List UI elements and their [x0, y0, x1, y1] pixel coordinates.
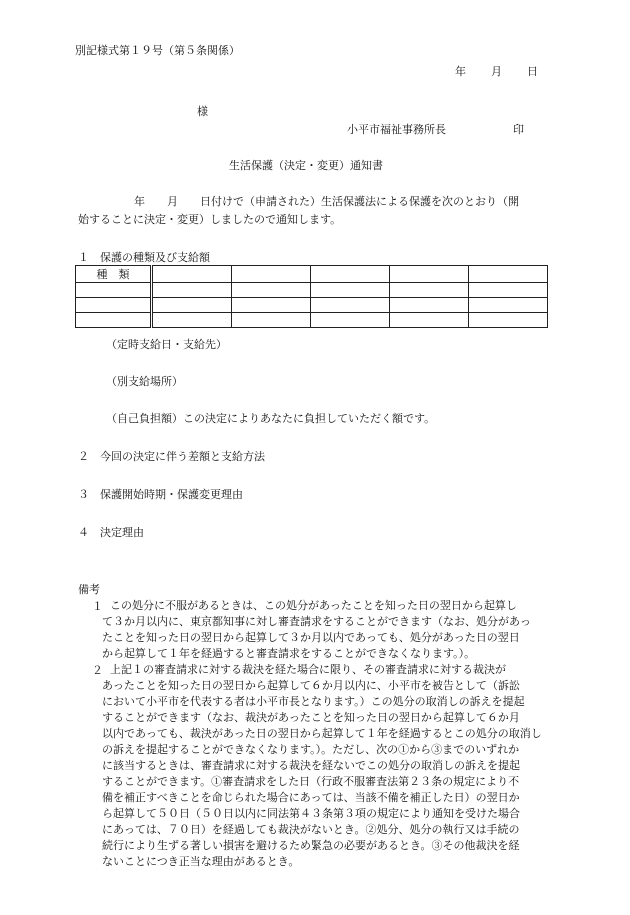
table-cell: [311, 313, 390, 328]
note-2-line: 上記１の審査請求に対する裁決を経た場合に限り、その審査請求に対する裁決が: [110, 663, 506, 676]
table-cell: [390, 266, 469, 283]
date-line: 年 月 日: [455, 65, 539, 78]
intro-line-2: 始することに決定・変更）しましたので通知します。: [78, 213, 342, 226]
note-2-line: することができます。①審査請求をした日（行政不服審査法第２３条の規定により不: [102, 775, 520, 788]
table-cell: [232, 283, 311, 298]
issuer-name: 小平市福祉事務所長: [347, 123, 446, 136]
table-cell: [390, 313, 469, 328]
table-cell: [152, 283, 232, 298]
section-3-heading: ３ 保護開始時期・保護変更理由: [78, 488, 243, 501]
note-2-line: に該当するときは、審査請求に対する裁決を経ないでこの処分の取消しの訴えを提起: [102, 759, 520, 772]
note-1-line: たことを知った日の翌日から起算して３か月以内であっても、処分があった日の翌日: [102, 631, 520, 644]
form-number: 別記様式第１９号（第５条関係）: [75, 44, 240, 57]
addressee-suffix: 様: [197, 105, 208, 118]
table-cell: [232, 266, 311, 283]
self-pay-label: （自己負担額）この決定によりあなたに負担していただく額です。: [106, 412, 436, 425]
payment-place-label: （別支給場所）: [106, 375, 183, 388]
note-2-line: 備を補正すべきことを命じられた場合にあっては、当該不備を補正した日）の翌日か: [102, 791, 520, 804]
note-2-line: において小平市を代表する者は小平市長となります。）この処分の取消しの訴えを提起: [102, 695, 525, 708]
benefit-table: [75, 265, 548, 328]
note-2-line: の訴えを提起することができなくなります。）。ただし、次の①から③までのいずれか: [102, 743, 520, 756]
note-2-line: 以内であっても、裁決があった日の翌日から起算して１年を経過するとこの処分の取消し: [102, 727, 542, 740]
note-1-line: この処分に不服があるときは、この処分があったことを知った日の翌日から起算し: [110, 599, 517, 612]
table-cell: [469, 266, 548, 283]
table-header-type: 種 類: [76, 266, 152, 283]
table-row: [76, 283, 548, 298]
note-1-line: て３か月以内に、東京都知事に対し審査請求をすることができます（なお、処分があっ: [102, 615, 531, 628]
note-1-number: １: [92, 600, 103, 613]
intro-line-1: 年 月 日付けで（申請された）生活保護法による保護を次のとおり（開: [134, 195, 519, 208]
table-cell: [76, 298, 152, 313]
section-2-heading: ２ 今回の決定に伴う差額と支給方法: [78, 450, 265, 463]
table-cell: [311, 283, 390, 298]
table-row: [76, 298, 548, 313]
table-cell: [76, 313, 152, 328]
table-cell: [469, 298, 548, 313]
note-2-line: にあっては、７０日）を経過しても裁決がないとき。②処分、処分の執行又は手続の: [102, 823, 520, 836]
table-cell: [152, 313, 232, 328]
table-cell: [311, 266, 390, 283]
seal-mark: 印: [513, 123, 524, 136]
note-2-line: することができます（なお、裁決があったことを知った日の翌日から起算して６か月: [102, 711, 520, 724]
table-cell: [232, 298, 311, 313]
table-cell: [390, 298, 469, 313]
note-2-number: ２: [92, 664, 103, 677]
note-2-line: あったことを知った日の翌日から起算して６か月以内に、小平市を被告として（訴訟: [102, 679, 520, 692]
table-row: [76, 313, 548, 328]
table-row: [76, 266, 548, 283]
table-cell: [469, 313, 548, 328]
table-cell: [76, 283, 152, 298]
note-2-line: 続行により生ずる著しい損害を避けるため緊急の必要があるとき。③その他裁決を経: [102, 839, 520, 852]
table-cell: [232, 313, 311, 328]
note-2-line: ないことにつき正当な理由があるとき。: [102, 855, 300, 868]
section-4-heading: ４ 決定理由: [78, 526, 144, 539]
table-cell: [390, 283, 469, 298]
section-1-heading: １ 保護の種類及び支給額: [78, 251, 210, 264]
table-cell: [152, 266, 232, 283]
note-2-line: ら起算して５０日（５０日以内に同法第４３条第３項の規定により通知を受けた場合: [102, 807, 520, 820]
document-title: 生活保護（決定・変更）通知書: [229, 159, 383, 172]
table-cell: [469, 283, 548, 298]
table-cell: [152, 298, 232, 313]
note-1-line: から起算して１年を経過すると審査請求をすることができなくなります。）。: [102, 647, 476, 660]
table-cell: [311, 298, 390, 313]
remarks-heading: 備考: [78, 583, 100, 596]
payment-date-label: （定時支給日・支給先）: [106, 338, 227, 351]
